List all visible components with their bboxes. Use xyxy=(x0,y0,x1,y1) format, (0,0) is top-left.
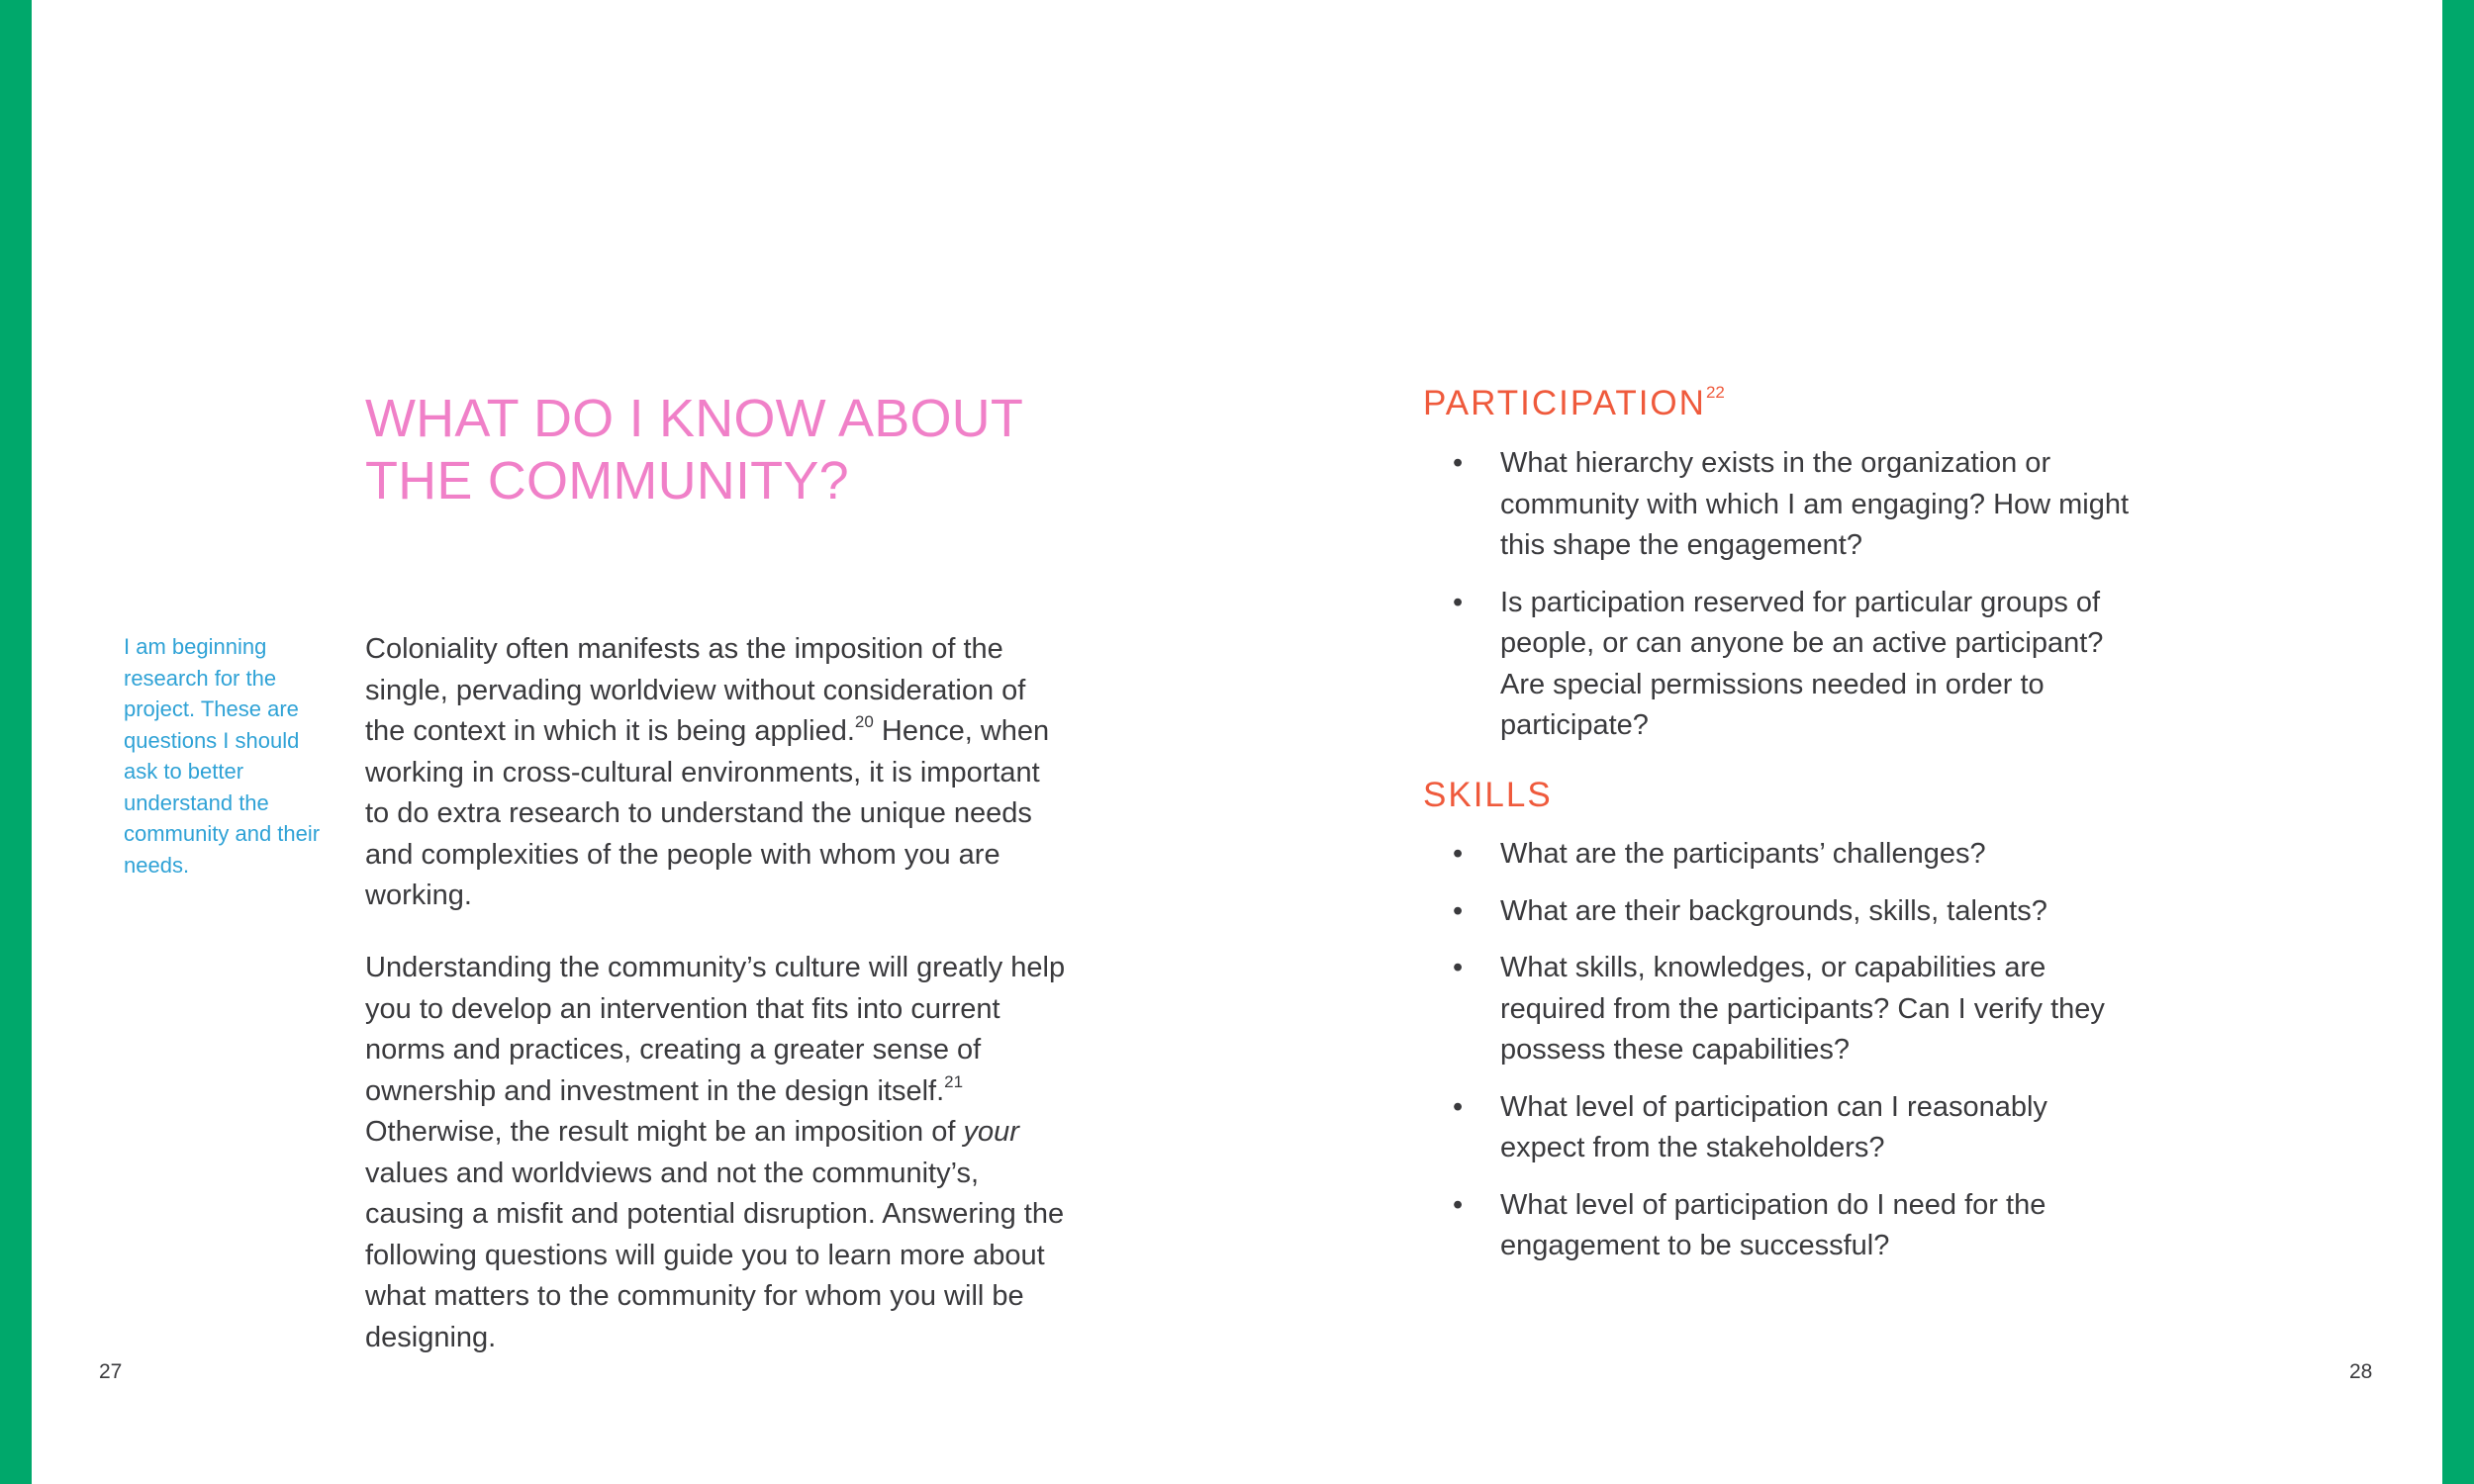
participation-question-list xyxy=(1423,443,2136,763)
section-heading-participation xyxy=(1423,384,1725,423)
body-paragraph-1 xyxy=(365,629,1068,917)
paragraph-text: Hence, when working in cross-cultural environments, it is important to do extra research to understand the unique needs and complexities of the people with whom you are working. xyxy=(365,715,1050,911)
bullet-icon: • xyxy=(1453,838,1464,870)
right-edge-bar xyxy=(2442,0,2474,1484)
margin-note: I am beginning research for the project. These are questions I should ask to better understand the community and their needs. xyxy=(124,634,321,878)
footnote-ref-22[interactable]: 22 xyxy=(1705,383,1725,403)
list-item-text: What level of participation do I need for the engagement to be successful? xyxy=(1500,1188,2046,1261)
list-item-text: What are the participants’ challenges? xyxy=(1500,838,1986,870)
paragraph-text: Understanding the community’s culture will greatly help you to develop an intervention that fits into current norms and practices, creating a greater sense of ownership and investment in the design itself. xyxy=(365,952,1066,1107)
list-item xyxy=(1423,1087,2136,1169)
list-item-text: What hierarchy exists in the organization or community with which I am engaging? How might this shape the engagement? xyxy=(1500,447,2130,561)
section-heading-skills xyxy=(1423,776,1553,815)
list-item xyxy=(1423,443,2136,567)
section-heading-text: PARTICIPATION xyxy=(1423,384,1706,422)
paragraph-text: Coloniality often manifests as the imposition of the single, pervading worldview without consideration of the context in which it is being applied. xyxy=(365,633,1026,747)
bullet-icon: • xyxy=(1453,586,1464,618)
bullet-icon: • xyxy=(1453,1188,1464,1221)
list-item-text: What level of participation can I reasonably expect from the stakeholders? xyxy=(1500,1090,2047,1163)
list-item xyxy=(1423,583,2136,747)
page-number-right: 28 xyxy=(2349,1360,2373,1383)
list-item xyxy=(1423,1185,2136,1267)
list-item xyxy=(1423,891,2136,933)
list-item-text: What are their backgrounds, skills, talents? xyxy=(1500,894,2047,927)
page-number-left: 27 xyxy=(99,1360,123,1383)
list-item xyxy=(1423,834,2136,876)
paragraph-text: Otherwise, the result might be an imposition of xyxy=(365,1116,964,1148)
bullet-icon: • xyxy=(1453,447,1464,479)
bullet-icon: • xyxy=(1453,952,1464,983)
bullet-icon: • xyxy=(1453,894,1464,927)
paragraph-text: values and worldviews and not the community’s, causing a misfit and potential disruption. Answering the following questions will guide you to learn more about what matters to the community for whom you will be designing. xyxy=(365,1157,1065,1353)
skills-question-list xyxy=(1423,834,2136,1283)
list-item xyxy=(1423,948,2136,1071)
page-title: WHAT DO I KNOW ABOUT THE COMMUNITY? xyxy=(365,389,1023,510)
footnote-ref-20[interactable]: 20 xyxy=(854,712,874,732)
section-heading-text: SKILLS xyxy=(1423,776,1553,814)
body-paragraph-2 xyxy=(365,948,1068,1358)
emphasis-word: your xyxy=(963,1116,1019,1148)
list-item-text: What skills, knowledges, or capabilities are required from the participants? Can I verify they possess these capabilities? xyxy=(1500,952,2105,1066)
bullet-icon: • xyxy=(1453,1090,1464,1123)
left-edge-bar xyxy=(0,0,32,1484)
list-item-text: Is participation reserved for particular groups of people, or can anyone be an active participant? Are special permissions needed in order to participate? xyxy=(1500,586,2104,741)
footnote-ref-21[interactable]: 21 xyxy=(944,1071,964,1091)
